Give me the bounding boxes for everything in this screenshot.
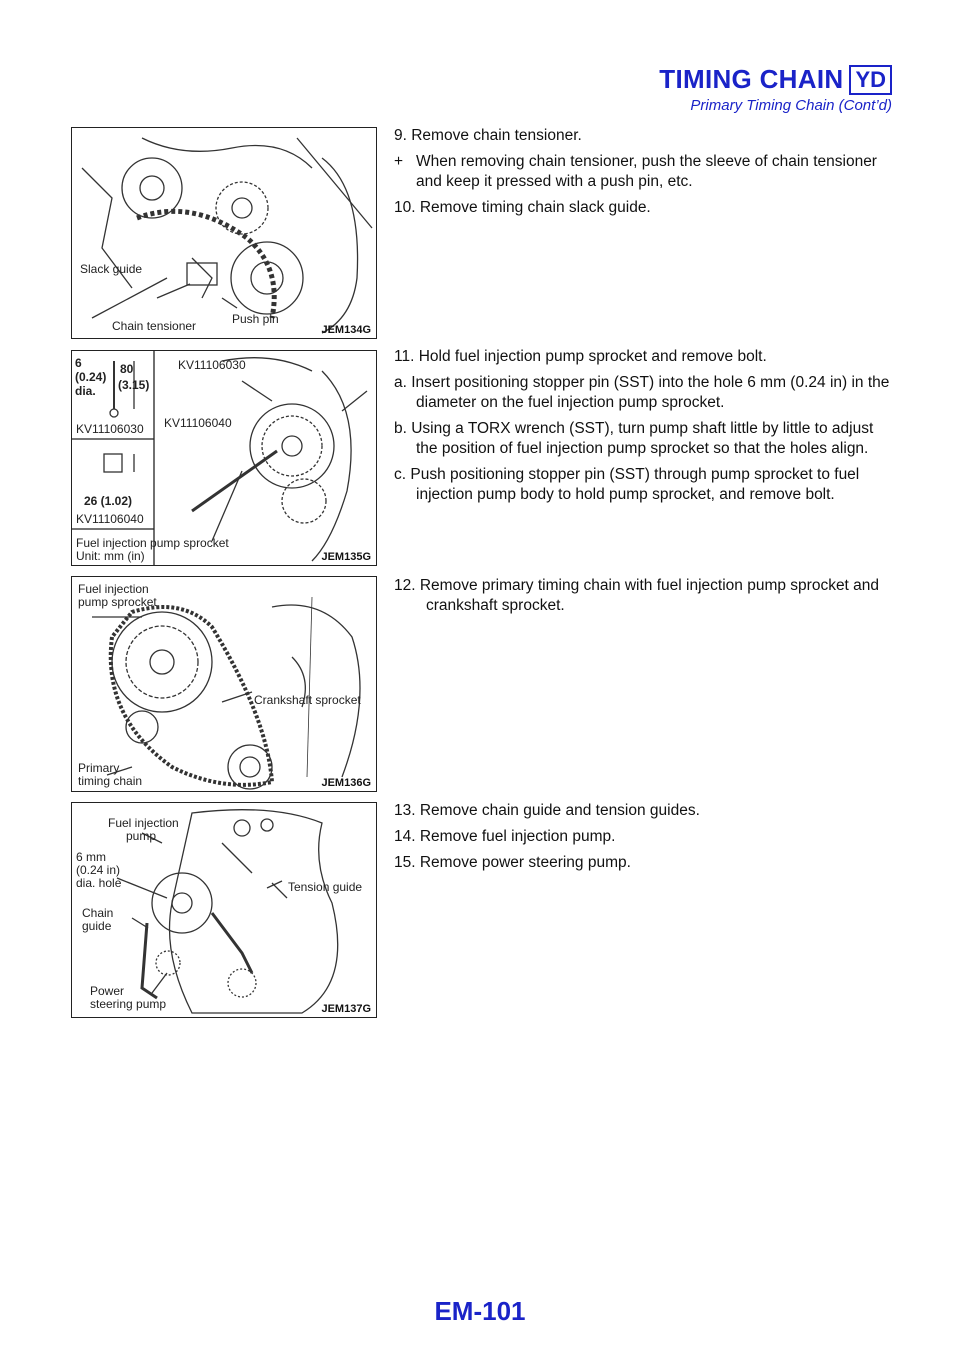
step-11a: a. Insert positioning stopper pin (SST) into the hole 6 mm (0.24 in) in the diameter on the fuel injection pump sprocket.: [394, 374, 890, 411]
label-dim-6: 6: [75, 356, 82, 370]
figure-id: JEM135G: [321, 551, 371, 563]
figure-guides-pumps: [71, 802, 377, 1018]
step-15: 15. Remove power steering pump.: [394, 854, 631, 871]
step-13: 13. Remove chain guide and tension guides.: [394, 802, 700, 819]
bullet-mark: +: [394, 153, 404, 170]
primary-chain-illustration: [72, 577, 377, 792]
label-dim-80: 80: [120, 362, 134, 376]
steps-block-2: [394, 347, 892, 511]
engine-badge: YD: [849, 65, 892, 95]
figure-id: JEM136G: [321, 777, 371, 789]
label-hole-1: 6 mm: [76, 850, 106, 864]
label-hole-3: dia. hole: [76, 876, 122, 890]
page-number: EM-101: [434, 1296, 526, 1326]
label-primary-1: Primary: [78, 761, 120, 775]
label-tension-guide: Tension guide: [288, 880, 363, 894]
step-9-bullet-text: When removing chain tensioner, push the sleeve of chain tensioner and keep it pressed with a push pin, etc.: [416, 153, 877, 190]
steps-block-3: [394, 576, 892, 622]
step-9-bullet: [394, 152, 892, 192]
label-dim-dia: dia.: [75, 384, 96, 398]
steps-block-4: [394, 801, 892, 879]
step-11b: b. Using a TORX wrench (SST), turn pump shaft little by little to adjust the position of fuel injection pump sprocket so that the holes align.: [394, 420, 874, 457]
step-10: 10. Remove timing chain slack guide.: [394, 199, 651, 216]
label-crankshaft-sprocket: Crankshaft sprocket: [254, 693, 361, 707]
label-tool-b: KV11106040: [76, 512, 144, 526]
title-row: [659, 64, 892, 95]
label-power-steering-1: Power: [90, 984, 125, 998]
figure-id: JEM134G: [321, 324, 371, 336]
label-fuel-pump-sprocket-2: pump sprocket: [78, 595, 157, 609]
label-chain-guide-1: Chain: [82, 906, 114, 920]
label-tool-a: KV11106030: [76, 422, 144, 436]
steps-block-1: [394, 126, 892, 224]
step-12: 12. Remove primary timing chain with fuel injection pump sprocket and crankshaft sprocket.: [394, 577, 880, 614]
label-dim-315: (3.15): [118, 378, 150, 392]
label-chain-tensioner: Chain tensioner: [112, 319, 197, 333]
step-9: 9. Remove chain tensioner.: [394, 127, 582, 144]
label-sprocket: Fuel injection pump sprocket: [76, 536, 229, 550]
label-chain-guide-2: guide: [82, 919, 112, 933]
label-slack-guide: Slack guide: [80, 262, 143, 276]
label-primary-2: timing chain: [78, 774, 143, 788]
label-power-steering-2: steering pump: [90, 997, 167, 1011]
step-11c: c. Push positioning stopper pin (SST) through pump sprocket to fuel injection pump body to hold pump sprocket, and remove bolt.: [394, 466, 860, 503]
label-unit: Unit: mm (in): [76, 549, 145, 563]
page-header: [659, 64, 892, 114]
step-11: 11. Hold fuel injection pump sprocket and remove bolt.: [394, 348, 767, 365]
label-tool-a-right: KV11106030: [178, 358, 246, 372]
label-dim-024: (0.24): [75, 370, 107, 384]
section-subtitle: Primary Timing Chain (Cont’d): [690, 97, 892, 114]
step-14: 14. Remove fuel injection pump.: [394, 828, 616, 845]
label-tool-b-right: KV11106040: [164, 416, 232, 430]
label-hole-2: (0.24 in): [76, 863, 121, 877]
figure-primary-chain: [71, 576, 377, 792]
figure-slack-guide: [71, 127, 377, 339]
section-title: TIMING CHAIN: [659, 64, 844, 94]
label-dim-26: 26 (1.02): [84, 494, 133, 508]
label-push-pin: Push pin: [232, 312, 279, 326]
figure-id: JEM137G: [321, 1003, 371, 1015]
slack-guide-illustration: [72, 128, 377, 339]
label-fuel-pump-2: pump: [126, 829, 157, 843]
label-fuel-pump-1: Fuel injection: [108, 816, 179, 830]
label-fuel-pump-sprocket-1: Fuel injection: [78, 582, 149, 596]
figure-stopper-pin-tools: [71, 350, 377, 566]
